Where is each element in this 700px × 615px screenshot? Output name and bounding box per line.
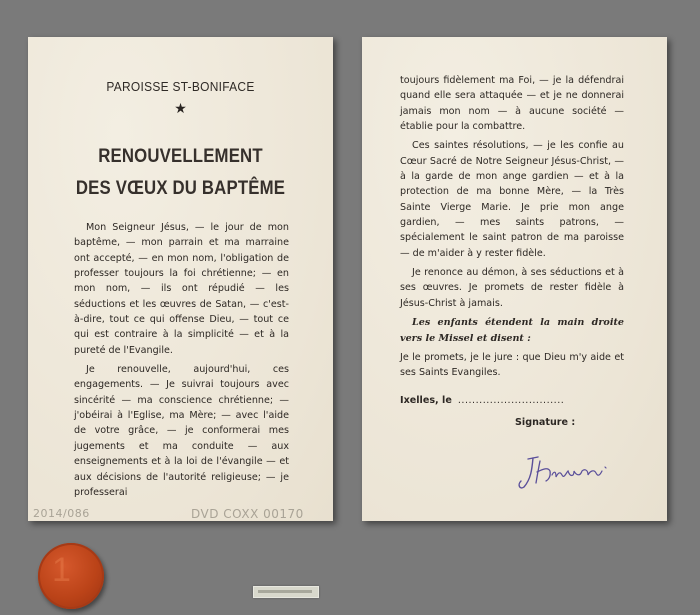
pencil-inventory-number: 2014/086 xyxy=(33,507,90,520)
paragraph: Mon Seigneur Jésus, — le jour de mon baptême, — mon parrain et ma marraine ont accepté, — en mon nom, l'obligation de professer toujours la foi chrétienne; — en mon nom, — ils ont répudié — les séductions et les œuvres de Satan, — c'est-à-dire, tout ce qui offense Dieu, — tout ce qui est contraire à la simplicité — et à la pureté de l'Evangile. xyxy=(74,222,289,356)
prayer-card-front xyxy=(28,37,333,521)
euro-cent-coin-scale-reference xyxy=(38,543,104,609)
prayer-card-back xyxy=(362,37,667,521)
place-label: Ixelles, le xyxy=(400,395,452,406)
paragraph: Je renouvelle, aujourd'hui, ces engagements. — Je suivrai toujours avec sincérité — ma conscience chrétienne; — j'obéirai à l'Eglise, ma Mère; — avec l'aide de votre grâce, — je conformerai mes jugements et ma conduite — aux enseignements et à la loi de l'évangile — et aux décisions de l'autorité religieuse; — je professerai xyxy=(74,364,289,498)
oath-text: Je le promets, je le jure : que Dieu m'y aide et ses Saints Evangiles. xyxy=(400,351,624,379)
rubric-instruction: Les enfants étendent la main droite vers le Missel et disent : xyxy=(400,317,624,344)
paragraph: Je renonce au démon, à ses séductions et à ses œuvres. Je promets de rester fidèle à Jésus-Christ à jamais. xyxy=(400,267,624,309)
signature-label: Signature : xyxy=(515,417,576,428)
star-ornament-icon: ★ xyxy=(174,101,187,117)
place-date-line xyxy=(400,395,564,406)
coin-numeral: 1 xyxy=(52,551,71,589)
scale-bar xyxy=(253,586,319,598)
pencil-reference-number: DVD COXX 00170 xyxy=(191,507,304,521)
paragraph: Ces saintes résolutions, — je les confie au Cœur Sacré de Notre Seigneur Jésus-Christ, — à la garde de mon ange gardien — et à la protection de ma bonne Mère, — la Très Sainte Vierge Marie. Je prie mon ange gardien, — mes saints patrons, — spécialement le saint patron de ma paroisse — de m'aider à y rester fidèle. xyxy=(400,140,624,259)
scale-bar-mark xyxy=(258,590,312,593)
parish-name: PAROISSE ST-BONIFACE xyxy=(106,79,255,94)
prayer-text-back xyxy=(400,73,624,381)
card-title-line1: RENOUVELLEMENT xyxy=(98,145,263,167)
date-blank: .............................. xyxy=(457,395,565,406)
paragraph: toujours fidèlement ma Foi, — je la défendrai quand elle sera attaquée — et je ne donnerai jamais mon nom — à aucune société — établie pour la combattre. xyxy=(400,75,624,133)
card-title-line2: DES VŒUX DU BAPTÊME xyxy=(75,177,286,199)
handwritten-signature-icon xyxy=(510,447,630,497)
prayer-text-front xyxy=(74,220,289,500)
